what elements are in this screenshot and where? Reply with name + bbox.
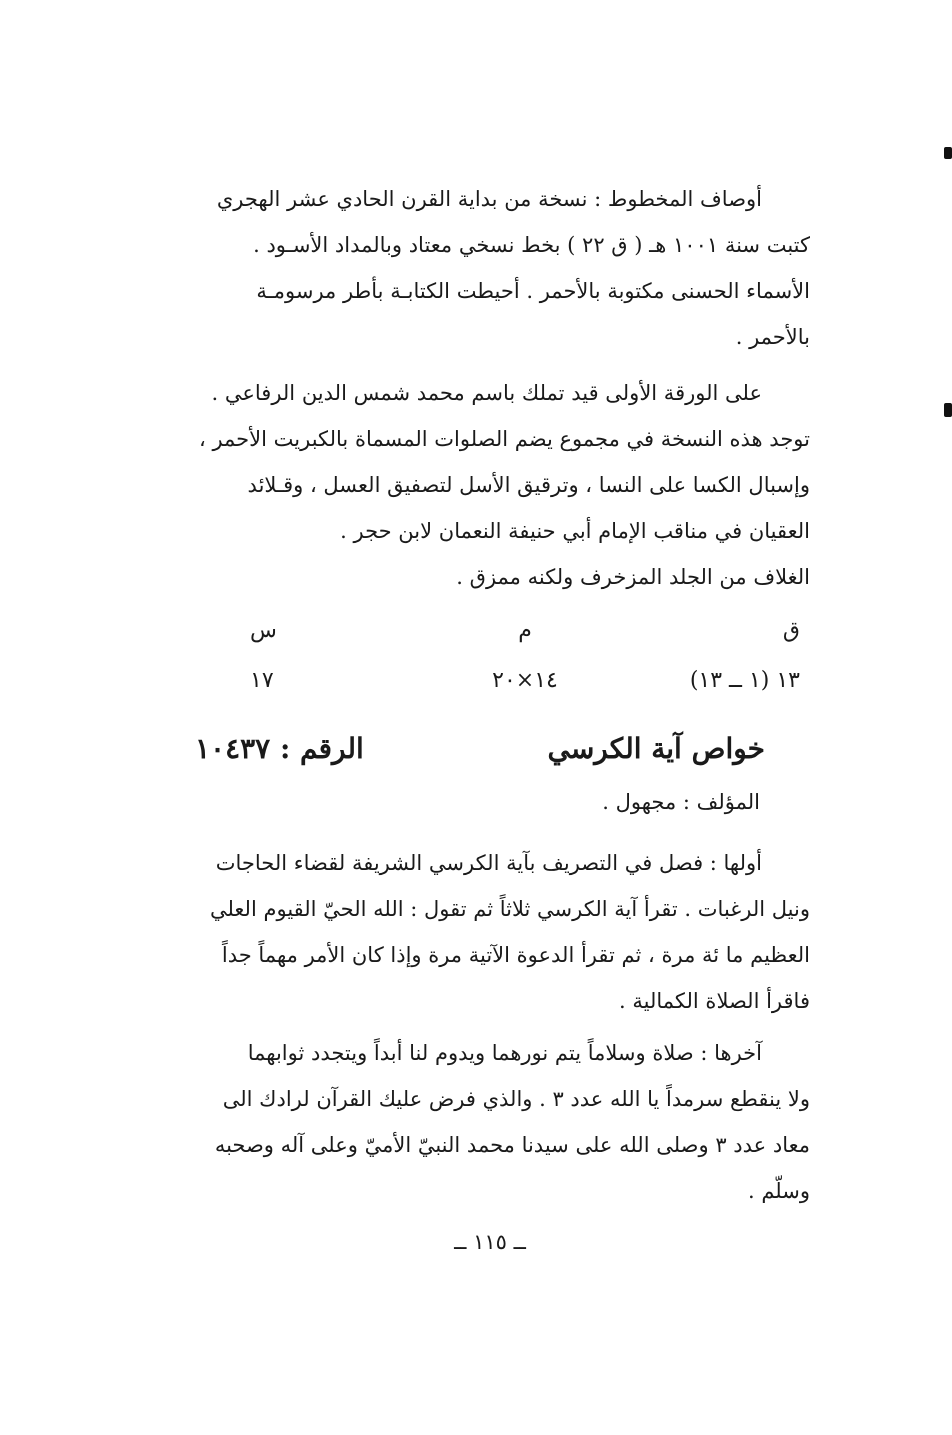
- text-line: العقيان في مناقب الإمام أبي حنيفة النعمان لابن حجر .: [340, 519, 810, 543]
- table-header-cell: س: [250, 617, 277, 643]
- measurements-table: [165, 605, 810, 705]
- table-header-cell: م: [518, 617, 532, 643]
- manuscript-description: [165, 176, 810, 360]
- text-line: توجد هذه النسخة في مجموع يضم الصلوات المسماة بالكبريت الأحمر ،: [199, 427, 810, 451]
- text-line: الأسماء الحسنى مكتوبة بالأحمر . أحيطت الكتابـة بأطر مرسومـة: [256, 279, 810, 303]
- entry-heading: [195, 718, 765, 778]
- text-line: كتبت سنة ١٠٠١ هـ ( ق ٢٢ ) بخط نسخي معتاد وبالمداد الأسـود .: [253, 233, 810, 257]
- table-cell: ١٤×٢٠: [492, 667, 558, 693]
- margin-mark-middle: [944, 403, 952, 417]
- text-line: معاد عدد ٣ وصلى الله على سيدنا محمد النبيّ الأميّ وعلى آله وصحبه: [214, 1133, 810, 1157]
- text-line: فاقرأ الصلاة الكمالية .: [619, 989, 810, 1013]
- incipit: [165, 840, 810, 1024]
- table-row: [165, 655, 810, 705]
- text-line: ونيل الرغبات . تقرأ آية الكرسي ثلاثاً ثم تقول : الله الحيّ القيوم العلي: [209, 897, 810, 921]
- page-number: ــ ١١٥ ــ: [454, 1230, 526, 1254]
- text-line: وإسبال الكسا على النسا ، وترقيق الأسل لتصفيق العسل ، وقـلائد: [247, 473, 810, 497]
- margin-mark-top: [944, 147, 952, 159]
- table-cell: ١٣ (١ ــ ١٣): [689, 667, 800, 693]
- table-header-cell: ق: [782, 617, 800, 643]
- text-line: أولها : فصل في التصريف بآية الكرسي الشريفة لقضاء الحاجات: [215, 851, 762, 875]
- text-line: آخرها : صلاة وسلاماً يتم نورهما ويدوم لنا أبداً ويتجدد ثوابهما: [247, 1041, 762, 1065]
- ownership-note: [165, 370, 810, 600]
- text-line: أوصاف المخطوط : نسخة من بداية القرن الحادي عشر الهجري: [216, 187, 762, 211]
- text-line: العظيم ما ئة مرة ، ثم تقرأ الدعوة الآتية مرة وإذا كان الأمر مهماً جداً: [221, 943, 810, 967]
- text-line: وسلّم .: [747, 1179, 810, 1203]
- author-line: المؤلف : مجهول .: [602, 790, 760, 814]
- table-header-row: [165, 605, 810, 655]
- explicit: [165, 1030, 810, 1214]
- text-line: بالأحمر .: [735, 325, 810, 349]
- entry-title: خواص آية الكرسي: [547, 731, 765, 765]
- text-line: الغلاف من الجلد المزخرف ولكنه ممزق .: [456, 565, 810, 589]
- text-line: ولا ينقطع سرمداً يا الله عدد ٣ . والذي فرض عليك القرآن لرادك الى: [222, 1087, 810, 1111]
- text-line: على الورقة الأولى قيد تملك باسم محمد شمس الدين الرفاعي .: [211, 381, 762, 405]
- table-cell: ١٧: [250, 667, 274, 693]
- entry-number: الرقم : ١٠٤٣٧: [195, 731, 364, 765]
